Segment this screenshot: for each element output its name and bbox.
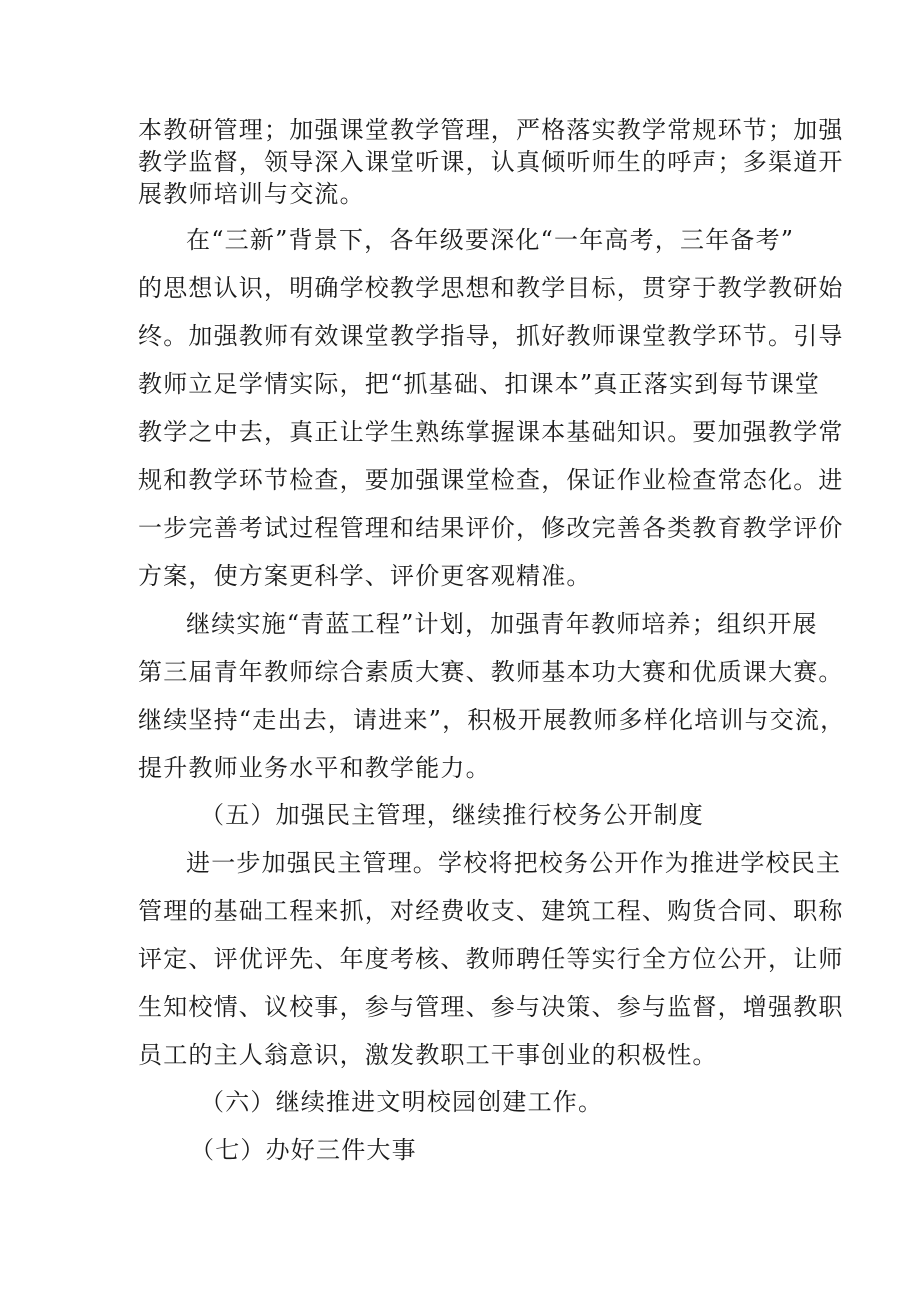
body-text-line: 员工的主人翁意识，激发教职工干事创业的积极性。 (138, 1041, 718, 1069)
body-text-line: 在“三新”背景下，各年级要深化“一年高考，三年备考” (186, 226, 795, 254)
body-text-line: 继续坚持“走出去，请进来”，积极开展教师多样化培训与交流， (138, 706, 846, 734)
section-heading-5: （五）加强民主管理，继续推行校务公开制度 (200, 801, 704, 829)
body-text-line: 展教师培训与交流。 (138, 180, 365, 208)
body-text-line: 进一步加强民主管理。学校将把校务公开作为推进学校民主 (186, 849, 842, 877)
body-text-line: 方案，使方案更科学、评价更客观精准。 (138, 562, 592, 590)
body-text-line: 一步完善考试过程管理和结果评价，修改完善各类教育教学评价 (138, 514, 844, 542)
body-text-line: 教学之中去，真正让学生熟练掌握课本基础知识。要加强教学常 (138, 418, 844, 446)
body-text-line: 本教研管理；加强课堂教学管理，严格落实教学常规环节；加强 (138, 116, 844, 144)
section-heading-6: （六）继续推进文明校园创建工作。 (200, 1088, 604, 1116)
body-text-line: 提升教师业务水平和教学能力。 (138, 754, 491, 782)
body-text-line: 生知校情、议校事，参与管理、参与决策、参与监督，增强教职 (138, 993, 844, 1021)
body-text-line: 终。加强教师有效课堂教学指导，抓好教师课堂教学环节。引导 (138, 322, 844, 350)
body-text-line: 管理的基础工程来抓，对经费收支、建筑工程、购货合同、职称 (138, 897, 844, 925)
body-text-line: 继续实施“青蓝工程”计划，加强青年教师培养；组织开展 (186, 610, 818, 638)
body-text-line: 教学监督，领导深入课堂听课，认真倾听师生的呼声；多渠道开 (138, 148, 844, 176)
body-text-line: 评定、评优评先、年度考核、教师聘任等实行全方位公开，让师 (138, 945, 844, 973)
section-heading-7: （七）办好三件大事 (190, 1136, 417, 1164)
body-text-line: 教师立足学情实际，把“抓基础、扣课本”真正落实到每节课堂 (138, 370, 821, 398)
body-text-line: 规和教学环节检查，要加强课堂检查，保证作业检查常态化。进 (138, 466, 844, 494)
body-text-line: 的思想认识，明确学校教学思想和教学目标，贯穿于教学教研始 (138, 274, 844, 302)
body-text-line: 第三届青年教师综合素质大赛、教师基本功大赛和优质课大赛。 (138, 658, 844, 686)
